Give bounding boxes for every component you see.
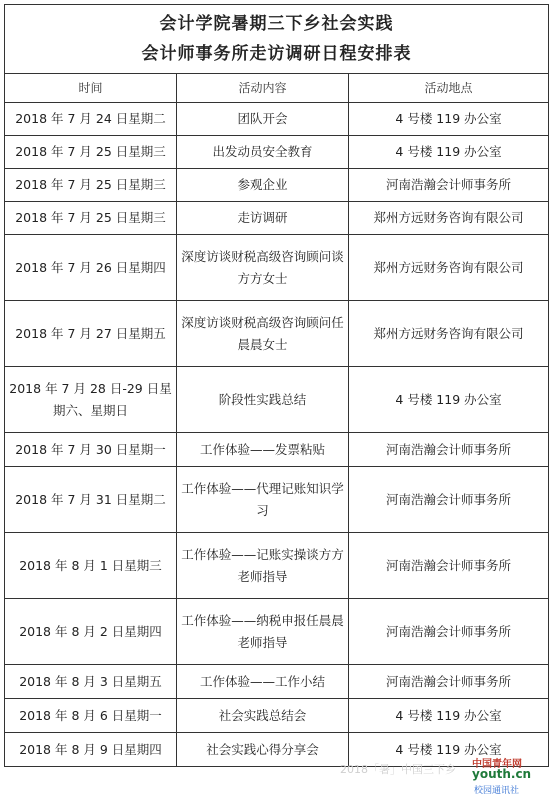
activity-cell: 社会实践总结会 xyxy=(177,699,349,733)
location-cell: 河南浩瀚会计师事务所 xyxy=(349,599,549,665)
time-cell: 2018 年 7 月 25 日星期三 xyxy=(5,169,177,202)
table-row xyxy=(5,665,549,699)
header-time: 时间 xyxy=(5,74,177,103)
location-cell: 河南浩瀚会计师事务所 xyxy=(349,169,549,202)
table-row xyxy=(5,467,549,533)
table-row xyxy=(5,533,549,599)
table-row xyxy=(5,169,549,202)
document-title xyxy=(5,5,549,74)
watermark xyxy=(340,753,548,799)
table-row xyxy=(5,103,549,136)
schedule-table xyxy=(4,4,549,767)
location-cell: 河南浩瀚会计师事务所 xyxy=(349,467,549,533)
header-location: 活动地点 xyxy=(349,74,549,103)
activity-cell: 走访调研 xyxy=(177,202,349,235)
location-cell: 4 号楼 119 办公室 xyxy=(349,733,549,767)
table-row xyxy=(5,433,549,467)
activity-cell: 工作体验——代理记账知识学习 xyxy=(177,467,349,533)
time-cell: 2018 年 7 月 24 日星期二 xyxy=(5,103,177,136)
table-row xyxy=(5,202,549,235)
youth-logo-sub: 校园通讯社 xyxy=(474,786,520,796)
table-row xyxy=(5,367,549,433)
title-line-2: 会计师事务所走访调研日程安排表 xyxy=(141,44,412,64)
time-cell: 2018 年 8 月 2 日星期四 xyxy=(5,599,177,665)
table-row xyxy=(5,699,549,733)
time-cell: 2018 年 7 月 25 日星期三 xyxy=(5,202,177,235)
location-cell: 郑州方远财务咨询有限公司 xyxy=(349,202,549,235)
youth-logo xyxy=(470,753,548,795)
activity-cell: 深度访谈财税高级咨询顾问任晨晨女士 xyxy=(177,301,349,367)
title-row xyxy=(5,5,549,74)
schedule-sheet xyxy=(4,4,548,800)
location-cell: 4 号楼 119 办公室 xyxy=(349,367,549,433)
table-row xyxy=(5,235,549,301)
youth-logo-en: youth.cn xyxy=(472,767,532,781)
time-cell: 2018 年 8 月 9 日星期四 xyxy=(5,733,177,767)
youth-logo-cn: 中国青年网 xyxy=(472,759,522,770)
location-cell: 郑州方远财务咨询有限公司 xyxy=(349,235,549,301)
time-cell: 2018 年 7 月 31 日星期二 xyxy=(5,467,177,533)
time-cell: 2018 年 8 月 3 日星期五 xyxy=(5,665,177,699)
header-activity: 活动内容 xyxy=(177,74,349,103)
location-cell: 4 号楼 119 办公室 xyxy=(349,136,549,169)
activity-cell: 阶段性实践总结 xyxy=(177,367,349,433)
activity-cell: 团队开会 xyxy=(177,103,349,136)
activity-cell: 社会实践心得分享会 xyxy=(177,733,349,767)
header-row xyxy=(5,74,549,103)
time-cell: 2018 年 7 月 30 日星期一 xyxy=(5,433,177,467)
time-cell: 2018 年 7 月 26 日星期四 xyxy=(5,235,177,301)
activity-cell: 工作体验——记账实操谈方方老师指导 xyxy=(177,533,349,599)
activity-cell: 工作体验——工作小结 xyxy=(177,665,349,699)
table-row xyxy=(5,599,549,665)
location-cell: 郑州方远财务咨询有限公司 xyxy=(349,301,549,367)
title-line-1: 会计学院暑期三下乡社会实践 xyxy=(159,14,394,34)
time-cell: 2018 年 7 月 25 日星期三 xyxy=(5,136,177,169)
table-row xyxy=(5,733,549,767)
table-row xyxy=(5,301,549,367)
location-cell: 4 号楼 119 办公室 xyxy=(349,103,549,136)
location-cell: 4 号楼 119 办公室 xyxy=(349,699,549,733)
time-cell: 2018 年 7 月 28 日-29 日星期六、星期日 xyxy=(5,367,177,433)
activity-cell: 工作体验——发票粘贴 xyxy=(177,433,349,467)
activity-cell: 工作体验——纳税申报任晨晨老师指导 xyxy=(177,599,349,665)
time-cell: 2018 年 8 月 6 日星期一 xyxy=(5,699,177,733)
time-cell: 2018 年 8 月 1 日星期三 xyxy=(5,533,177,599)
watermark-text: 2018「暑」中国三下乡 xyxy=(340,763,456,776)
location-cell: 河南浩瀚会计师事务所 xyxy=(349,665,549,699)
location-cell: 河南浩瀚会计师事务所 xyxy=(349,533,549,599)
activity-cell: 深度访谈财税高级咨询顾问谈方方女士 xyxy=(177,235,349,301)
location-cell: 河南浩瀚会计师事务所 xyxy=(349,433,549,467)
activity-cell: 参观企业 xyxy=(177,169,349,202)
table-row xyxy=(5,136,549,169)
time-cell: 2018 年 7 月 27 日星期五 xyxy=(5,301,177,367)
activity-cell: 出发动员安全教育 xyxy=(177,136,349,169)
